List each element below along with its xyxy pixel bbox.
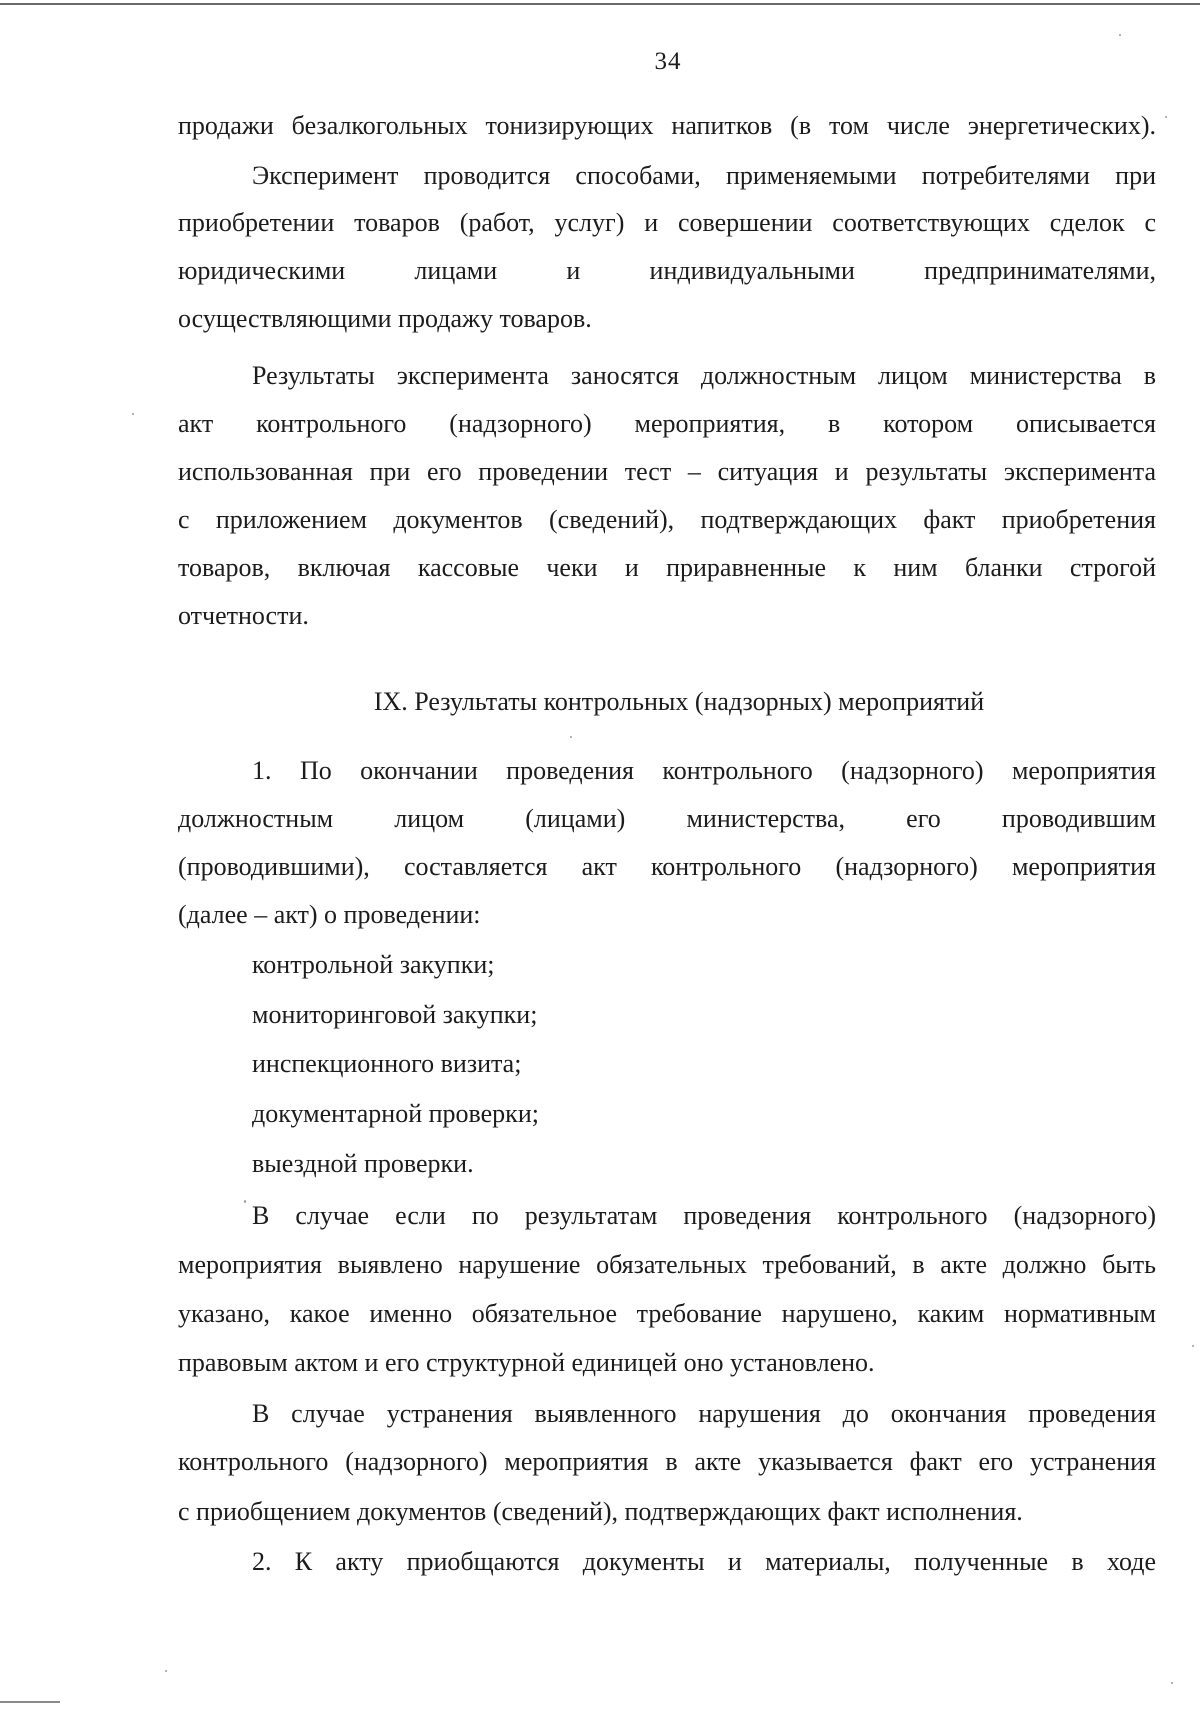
text-line: приобретении товаров (работ, услуг) и совершении соответствующих сделок с [178,208,1156,237]
text-line: должностным лицом (лицами) министерства, его проводившим [178,804,1156,833]
text-line: с приложением документов (сведений), подтверждающих факт приобретения [178,505,1156,534]
scan-bottom-edge-mark [0,1701,60,1703]
text-line: Эксперимент проводится способами, применяемыми потребителями при [252,161,1156,190]
text-line: мероприятия выявлено нарушение обязательных требований, в акте должно быть [178,1250,1156,1279]
list-item: выездной проверки. [252,1149,474,1178]
text-line: с приобщением документов (сведений), подтверждающих факт исполнения. [178,1497,1023,1526]
text-line: товаров, включая кассовые чеки и приравненные к ним бланки строгой [178,553,1156,582]
list-item: контрольной закупки; [252,950,495,979]
scan-top-edge [0,3,1200,5]
text-line: В случае устранения выявленного нарушения до окончания проведения [252,1399,1156,1428]
text-line: осуществляющими продажу товаров. [178,304,592,333]
text-line: использованная при его проведении тест – ситуация и результаты эксперимента [178,457,1156,486]
text-line: акт контрольного (надзорного) мероприятия, в котором описывается [178,409,1156,438]
text-line: отчетности. [178,601,309,630]
text-line: Результаты эксперимента заносятся должностным лицом министерства в [252,361,1156,390]
section-heading: IX. Результаты контрольных (надзорных) мероприятий [373,687,985,716]
text-line: В случае если по результатам проведения контрольного (надзорного) [252,1201,1156,1230]
text-line: продажи безалкогольных тонизирующих напитков (в том числе энергетических). [178,111,1156,140]
text-line: юридическими лицами и индивидуальными предпринимателями, [178,256,1156,285]
text-line: (проводившими), составляется акт контрольного (надзорного) мероприятия [178,852,1156,881]
list-item: документарной проверки; [252,1099,539,1128]
text-line: (далее – акт) о проведении: [178,900,481,929]
text-line: 2. К акту приобщаются документы и материалы, полученные в ходе [252,1547,1156,1576]
list-item: мониторинговой закупки; [252,1000,538,1029]
text-line: контрольного (надзорного) мероприятия в акте указывается факт его устранения [178,1447,1156,1476]
page-number: 34 [654,48,682,75]
list-item: инспекционного визита; [252,1049,522,1078]
text-line: указано, какое именно обязательное требование нарушено, каким нормативным [178,1299,1156,1328]
text-line: правовым актом и его структурной единицей оно установлено. [178,1348,875,1377]
text-line: 1. По окончании проведения контрольного (надзорного) мероприятия [252,756,1156,785]
